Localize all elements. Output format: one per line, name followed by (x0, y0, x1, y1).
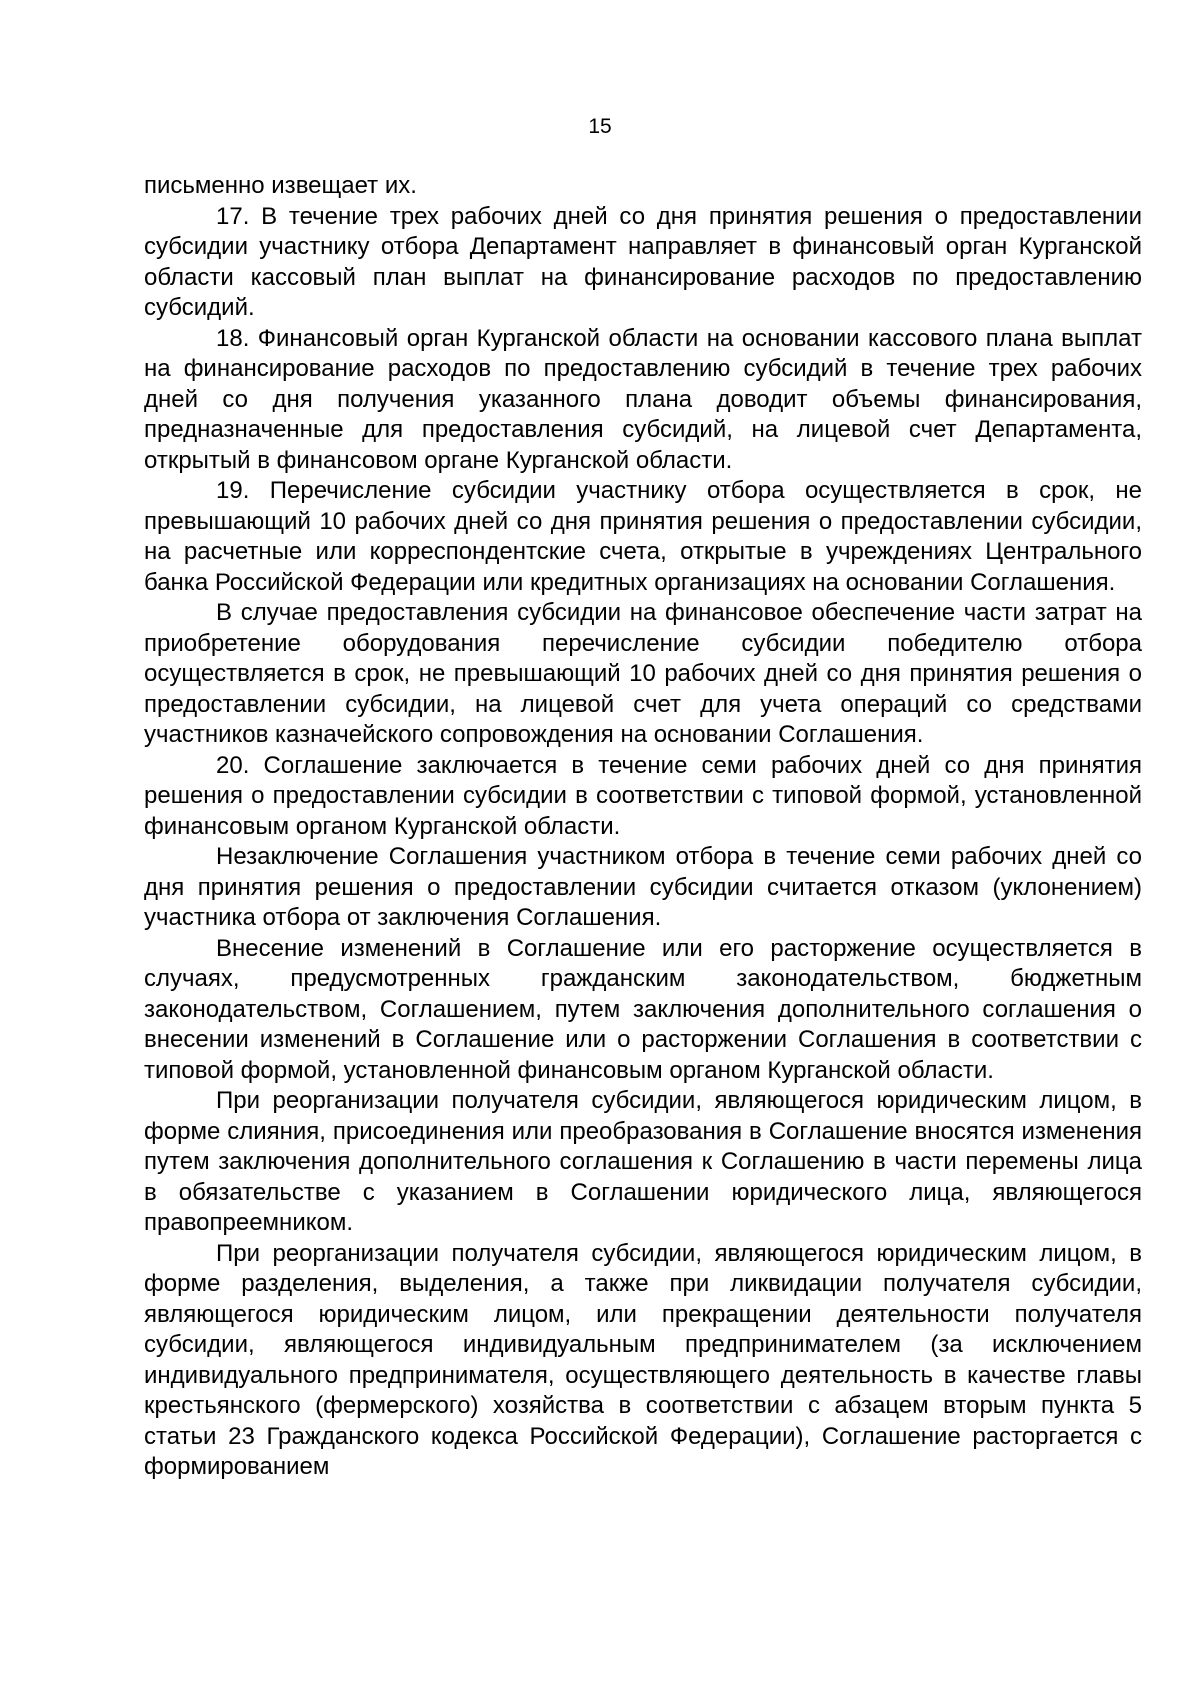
paragraph-reorganization-merger: При реорганизации получателя субсидии, являющегося юридическим лицом, в форме слияния, присоединения или преобразования в Соглашение вносятся изменения путем заключения дополнительного соглашения к Соглашению в части перемены лица в обязательстве с указанием в Соглашении юридического лица, являющегося правопреемником. (144, 1087, 1142, 1236)
paragraph-item-18: 18. Финансовый орган Курганской области на основании кассового плана выплат на финансирование расходов по предоставлению субсидий в течение трех рабочих дней со дня получения указанного плана доводит объемы финансирования, предназначенные для предоставления субсидий, на лицевой счет Департамента, открытый в финансовом органе Курганской области. (144, 324, 1142, 474)
paragraph-non-conclusion: Незаключение Соглашения участником отбора в течение семи рабочих дней со дня принятия решения о предоставлении субсидии считается отказом (уклонением) участника отбора от заключения Соглашения. (144, 843, 1142, 931)
paragraph-reorganization-division: При реорганизации получателя субсидии, являющегося юридическим лицом, в форме разделения, выделения, а также при ликвидации получателя субсидии, являющегося юридическим лицом, или прекращении деятельности получателя субсидии, являющегося индивидуальным предпринимателем (за исключением индивидуального предпринимателя, осуществляющего деятельность в качестве главы крестьянского (фермерского) хозяйства в соответствии с абзацем вторым пункта 5 статьи 23 Гражданского кодекса Российской Федерации), Соглашение расторгается с формированием (144, 1239, 1142, 1480)
page-number: 15 (588, 115, 612, 138)
paragraph-equipment-subsidy: В случае предоставления субсидии на финансовое обеспечение части затрат на приобретение оборудования перечисление субсидии победителю отбора осуществляется в срок, не превышающий 10 рабочих дней со дня принятия решения о предоставлении субсидии, на лицевой счет для учета операций со средствами участников казначейского сопровождения на основании Соглашения. (144, 599, 1142, 748)
paragraph-continuation: письменно извещает их. (144, 172, 417, 199)
paragraph-item-19: 19. Перечисление субсидии участнику отбора осуществляется в срок, не превышающий 10 рабочих дней со дня принятия решения о предоставлении субсидии, на расчетные или корреспондентские счета, открытые в учреждениях Центрального банка Российской Федерации или кредитных организациях на основании Соглашения. (144, 477, 1142, 596)
document-body (144, 171, 1142, 1483)
paragraph-item-17: 17. В течение трех рабочих дней со дня принятия решения о предоставлении субсидии участнику отбора Департамент направляет в финансовый орган Курганской области кассовый план выплат на финансирование расходов по предоставлению субсидий. (144, 202, 1142, 321)
paragraph-amendments: Внесение изменений в Соглашение или его расторжение осуществляется в случаях, предусмотренных гражданским законодательством, бюджетным законодательством, Соглашением, путем заключения дополнительного соглашения о внесении изменений в Соглашение или о расторжении Соглашения в соответствии с типовой формой, установленной финансовым органом Курганской области. (144, 934, 1142, 1084)
paragraph-item-20: 20. Соглашение заключается в течение семи рабочих дней со дня принятия решения о предоставлении субсидии в соответствии с типовой формой, установленной финансовым органом Курганской области. (144, 751, 1142, 840)
